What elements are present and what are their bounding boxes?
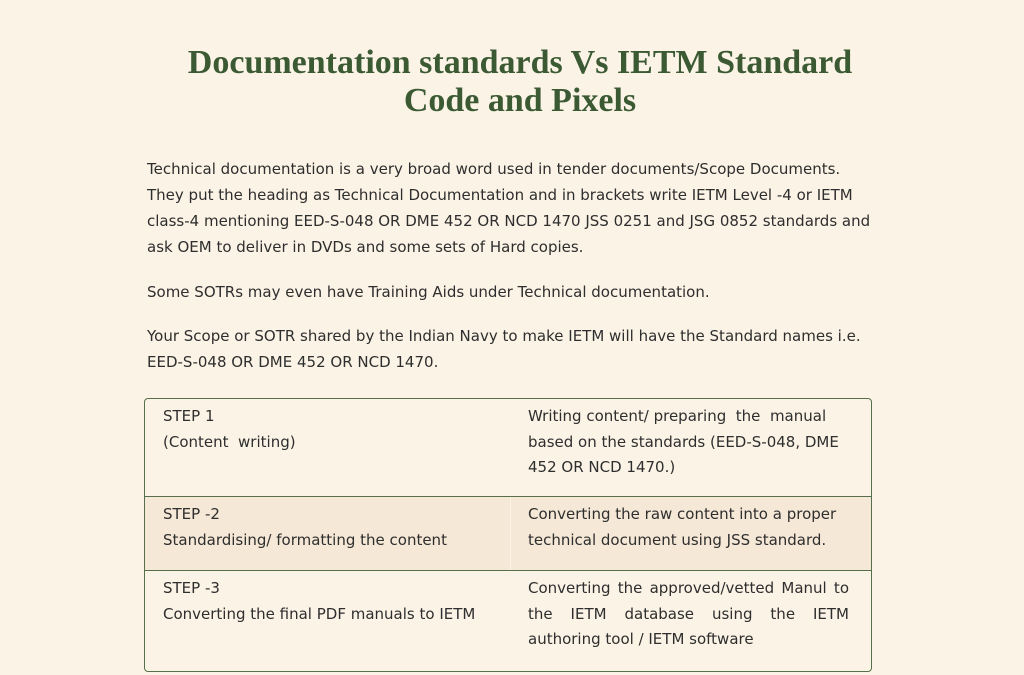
step-description-cell <box>511 399 871 496</box>
step-cell <box>145 399 511 496</box>
step-description-cell <box>511 497 871 570</box>
table-row <box>145 497 871 571</box>
step-label: STEP -3 <box>163 579 220 597</box>
step-cell <box>145 497 511 570</box>
step-label: STEP 1 <box>163 407 215 425</box>
table-row <box>145 399 871 497</box>
table-row <box>145 571 871 671</box>
sotr-training-paragraph: Some SOTRs may even have Training Aids under Technical documentation. <box>147 283 710 301</box>
steps-table <box>144 398 872 672</box>
step-name: Converting the final PDF manuals to IETM <box>163 604 476 623</box>
step-description: Writing content/ preparing the manual based on the standards (EED-S-048, DME 452 OR NCD 1470.) <box>528 407 844 476</box>
title-line-1: Documentation standards Vs IETM Standard <box>187 44 853 81</box>
step-cell <box>145 571 511 671</box>
step-label: STEP -2 <box>163 505 220 523</box>
navy-scope-paragraph: Your Scope or SOTR shared by the Indian Navy to make IETM will have the Standard names i.e. EED-S-048 OR DME 452 OR NCD 1470. <box>147 327 861 371</box>
page-title <box>120 44 920 120</box>
intro-paragraph: Technical documentation is a very broad word used in tender documents/Scope Documents. They put the heading as Technical Documentation and in brackets write IETM Level -4 or IETM class-4 mentioning EED-S-048 OR DME 452 OR NCD 1470 JSS 0251 and JSG 0852 standards and ask OEM to deliver in DVDs and some sets of Hard copies. <box>147 160 871 256</box>
step-description-cell <box>511 571 871 671</box>
step-description: Converting the raw content into a proper technical document using JSS standard. <box>528 505 837 549</box>
step-name: (Content writing) <box>163 432 296 451</box>
step-description: Converting the approved/vetted Manul to the IETM database using the IETM authoring tool / IETM software <box>528 579 849 648</box>
title-line-2: Code and Pixels <box>403 82 637 119</box>
step-name: Standardising/ formatting the content <box>163 530 447 549</box>
